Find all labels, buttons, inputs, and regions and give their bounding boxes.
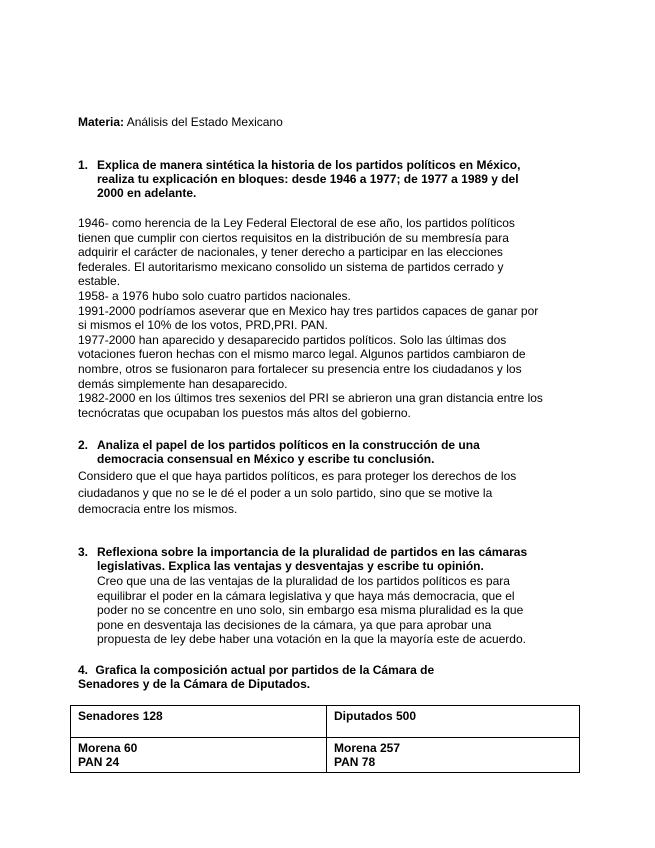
- answer-3-line: poder no se concentre en uno solo, sin embargo esa misma pluralidad es la que: [97, 603, 524, 618]
- question-1-line: 2000 en adelante.: [97, 186, 197, 200]
- question-1: [78, 158, 578, 200]
- answer-3-line: Creo que una de las ventajas de la pluralidad de los partidos políticos es para: [97, 574, 510, 588]
- answer-1-line: nombre, otros se fusionaron para fortalecer su presencia entre los ciudadanos y los: [78, 361, 522, 376]
- answer-3-line: pone en desventaja las decisiones de la cámara, ya que para aprobar una: [97, 617, 492, 632]
- answer-2-line: democracia entre los mismos.: [78, 502, 238, 516]
- senate-party: PAN 24: [78, 755, 120, 769]
- answer-3-line: propuesta de ley debe haber una votación en la que la mayoría este de acuerdo.: [97, 632, 526, 647]
- senate-header: Senadores 128: [71, 706, 327, 738]
- table-row: [71, 738, 580, 773]
- answer-1-line: federales. El autoritarismo mexicano consolido un sistema de partidos cerrado y: [78, 259, 504, 274]
- answer-1-line: adquirir el carácter de nacionales, y tener derecho a participar en las elecciones: [78, 245, 503, 260]
- question-3-line: Reflexiona sobre la importancia de la pluralidad de partidos en las cámaras: [97, 545, 528, 559]
- answer-2-line: ciudadanos y que no se le dé el poder a un solo partido, sino que se motive la: [78, 485, 493, 500]
- deputies-party: PAN 78: [334, 755, 376, 769]
- question-2: [78, 438, 578, 466]
- question-3-number: 3.: [78, 545, 89, 559]
- question-3-line: legislativas. Explica las ventajas y desventajas y escribe tu opinión.: [97, 559, 484, 573]
- question-2-number: 2.: [78, 438, 89, 452]
- question-4-line: Senadores y de la Cámara de Diputados.: [78, 677, 311, 691]
- table-header-row: [71, 706, 580, 738]
- subject-label: Materia:: [78, 115, 125, 129]
- answer-1-line: 1946- como herencia de la Ley Federal Electoral de ese año, los partidos políticos: [78, 216, 515, 230]
- answer-1-line: 1991-2000 podríamos aseverar que en Mexico hay tres partidos capaces de ganar por: [78, 303, 539, 318]
- deputies-cell: [327, 738, 580, 773]
- question-3: [78, 545, 578, 573]
- chamber-composition-table: [70, 705, 580, 773]
- answer-2: [78, 468, 578, 518]
- question-2-line: democracia consensual en México y escribe tu conclusión.: [97, 452, 435, 466]
- subject-value: Análisis del Estado Mexicano: [126, 115, 283, 129]
- question-1-number: 1.: [78, 158, 89, 172]
- answer-1-line: tecnócratas que ocupaban los puestos más altos del gobierno.: [78, 405, 411, 420]
- question-1-line: realiza tu explicación en bloques: desde 1946 a 1977; de 1977 a 1989 y del: [97, 172, 519, 186]
- question-2-line: Analiza el papel de los partidos políticos en la construcción de una: [97, 438, 480, 452]
- answer-1: [78, 216, 583, 420]
- question-4-number: 4.: [78, 663, 89, 677]
- deputies-header: Diputados 500: [327, 706, 580, 738]
- subject-line: [78, 115, 283, 130]
- question-4: [78, 663, 578, 691]
- question-4-line: Grafica la composición actual por partidos de la Cámara de: [95, 663, 435, 677]
- question-1-line: Explica de manera sintética la historia de los partidos políticos en México,: [97, 158, 521, 172]
- answer-3-line: equilibrar el poder en la cámara legislativa y que haya más democracia, que el: [97, 588, 515, 603]
- answer-3: [97, 574, 577, 647]
- senate-party: Morena 60: [78, 741, 138, 755]
- answer-1-line: estable.: [78, 274, 121, 289]
- answer-1-line: votaciones fueron hechas con el mismo marco legal. Algunos partidos cambiaron de: [78, 347, 526, 362]
- answer-1-line: demás simplemente han desaparecido.: [78, 376, 288, 391]
- answer-1-line: 1977-2000 han aparecido y desaparecido partidos políticos. Solo las últimas dos: [78, 332, 507, 347]
- deputies-party: Morena 257: [334, 741, 401, 755]
- answer-1-line: tienen que cumplir con ciertos requisitos en la distribución de su membresía para: [78, 230, 509, 245]
- answer-1-line: 1982-2000 en los últimos tres sexenios del PRI se abrieron una gran distancia entre los: [78, 391, 543, 406]
- answer-1-line: 1958- a 1976 hubo solo cuatro partidos nacionales.: [78, 288, 351, 303]
- senate-cell: [71, 738, 327, 773]
- answer-1-line: si mismos el 10% de los votos, PRD,PRI. PAN.: [78, 318, 328, 333]
- answer-2-line: Considero que el que haya partidos políticos, es para proteger los derechos de los: [78, 469, 517, 483]
